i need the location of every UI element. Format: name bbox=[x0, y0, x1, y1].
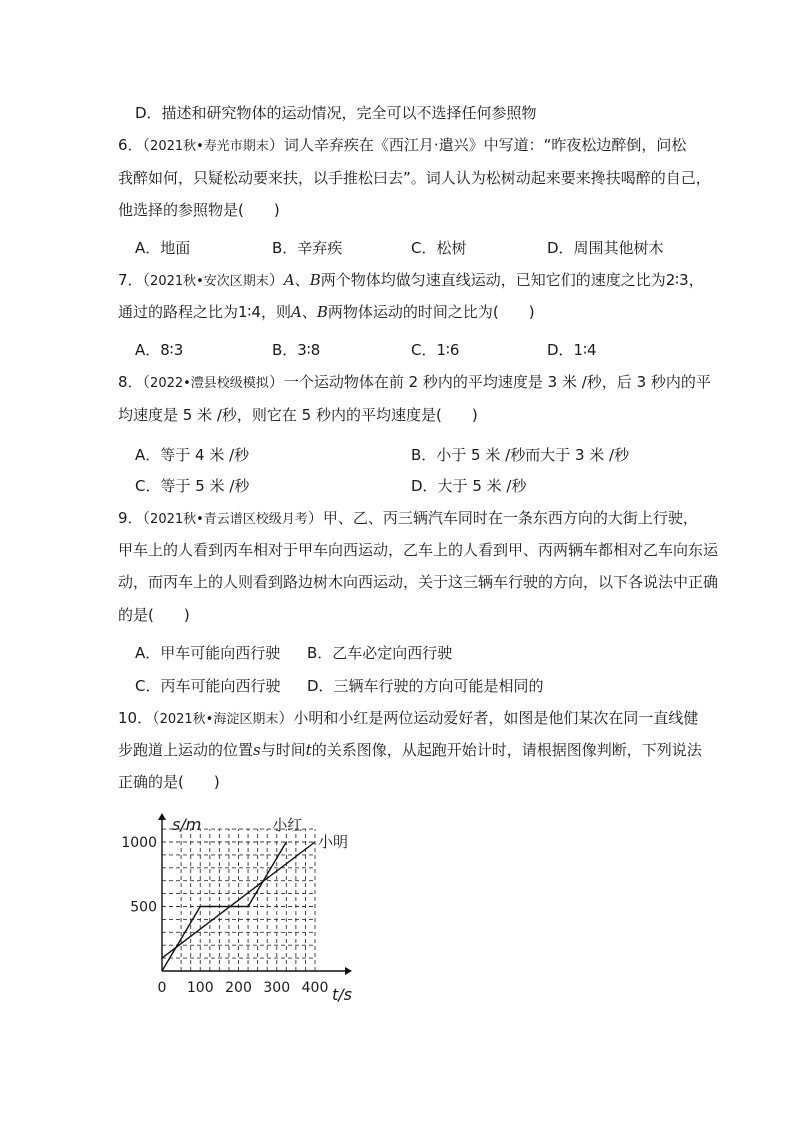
x-tick-label: 100 bbox=[186, 980, 214, 996]
q10-line2-start: 步跑道上运动的位置 bbox=[118, 741, 254, 759]
q9-number: 9．（ bbox=[118, 509, 151, 527]
q6-text: ）词人辛弃疾在《西江月·遣兴》中写道：“昨夜松边醉倒，问松 bbox=[268, 136, 687, 154]
q6-line1 bbox=[118, 135, 686, 157]
q7-line2-start: 通过的路程之比为1∶4，则 bbox=[118, 303, 291, 321]
q10-line3: 正确的是( ) bbox=[118, 773, 220, 791]
q6-option-d: D．周围其他树木 bbox=[547, 239, 664, 257]
q8-option-c: C．等于 5 米 /秒 bbox=[135, 477, 250, 495]
q10-var-s: s bbox=[253, 741, 261, 759]
q10-source: 2021秋•海淀区期末 bbox=[159, 712, 279, 727]
q7-var-a: A bbox=[283, 271, 295, 289]
q9-line2: 甲车上的人看到丙车相对于甲车向西运动，乙车上的人看到甲、丙两辆车都相对乙车向东运 bbox=[118, 541, 719, 559]
q7-source-close: ） bbox=[268, 271, 284, 289]
q9-line4: 的是( ) bbox=[118, 606, 190, 624]
q6-source: 2021秋•寿光市期末 bbox=[150, 139, 269, 154]
x-axis-arrow bbox=[345, 967, 352, 975]
q7-sep: 、 bbox=[294, 271, 310, 289]
y-axis-label: s/m bbox=[172, 815, 202, 834]
q7-line1 bbox=[118, 270, 704, 292]
q9-option-c: C．丙车可能向西行驶 bbox=[135, 677, 281, 695]
x-axis-label: t/s bbox=[332, 985, 352, 1004]
series-label-1: 小红 bbox=[272, 816, 303, 834]
q8-option-a: A．等于 4 米 /秒 bbox=[135, 446, 250, 464]
q9-option-b: B．乙车必定向西行驶 bbox=[307, 644, 453, 662]
q7-text: 两个物体均做匀速直线运动，已知它们的速度之比为2∶3， bbox=[320, 271, 704, 289]
q8-text: ）一个运动物体在前 2 秒内的平均速度是 3 米 /秒，后 3 秒内的平 bbox=[268, 373, 711, 391]
q6-number: 6．（ bbox=[118, 136, 151, 154]
q7-option-d: D．1∶4 bbox=[547, 341, 597, 359]
y-tick-label: 1000 bbox=[121, 835, 157, 851]
q10-line2-end: 的关系图像，从起跑开始计时，请根据图像判断，下列说法 bbox=[311, 741, 702, 759]
y-axis-arrow bbox=[158, 813, 166, 820]
q5-option-d: D．描述和研究物体的运动情况，完全可以不选择任何参照物 bbox=[135, 104, 537, 122]
q7-var-b2: B bbox=[316, 303, 328, 321]
q9-line1 bbox=[118, 508, 698, 530]
position-time-chart bbox=[120, 808, 370, 1008]
series-label-2: 小明 bbox=[318, 833, 349, 851]
q8-line1 bbox=[118, 372, 711, 394]
q7-var-b: B bbox=[309, 271, 321, 289]
q8-option-d: D．大于 5 米 /秒 bbox=[411, 477, 527, 495]
x-tick-label: 0 bbox=[157, 980, 167, 996]
q7-sep2: 、 bbox=[301, 303, 317, 321]
x-tick-label: 300 bbox=[263, 980, 291, 996]
q8-option-b: B．小于 5 米 /秒而大于 3 米 /秒 bbox=[411, 446, 630, 464]
q9-line3: 动，而丙车上的人则看到路边树木向西运动，关于这三辆车行驶的方向，以下各说法中正确 bbox=[118, 573, 719, 591]
q7-option-b: B．3∶8 bbox=[272, 341, 321, 359]
q10-number: 10．（ bbox=[118, 709, 160, 727]
q10-line1 bbox=[118, 708, 698, 730]
q6-option-a: A．地面 bbox=[135, 239, 191, 257]
q9-text: ）甲、乙、丙三辆汽车同时在一条东西方向的大街上行驶， bbox=[307, 509, 698, 527]
q8-number: 8．（ bbox=[118, 373, 151, 391]
q9-option-d: D．三辆车行驶的方向可能是相同的 bbox=[307, 677, 544, 695]
q7-option-c: C．1∶6 bbox=[411, 341, 460, 359]
q7-line2 bbox=[118, 302, 535, 322]
q6-line3: 他选择的参照物是( ) bbox=[118, 201, 280, 219]
q10-line2-mid: 与时间 bbox=[260, 741, 306, 759]
q9-option-a: A．甲车可能向西行驶 bbox=[135, 644, 281, 662]
q7-source: 2021秋•安次区期末 bbox=[150, 274, 269, 289]
q7-line2-end: 两物体运动的时间之比为( ) bbox=[327, 303, 535, 321]
q6-option-c: C．松树 bbox=[411, 239, 467, 257]
q10-text: ）小明和小红是两位运动爱好者，如图是他们某次在同一直线健 bbox=[278, 709, 699, 727]
q7-number: 7．（ bbox=[118, 271, 151, 289]
q7-option-a: A．8∶3 bbox=[135, 341, 184, 359]
y-tick-label: 500 bbox=[130, 899, 157, 916]
q7-var-a2: A bbox=[291, 303, 302, 321]
q8-line2: 均速度是 5 米 /秒，则它在 5 秒内的平均速度是( ) bbox=[118, 406, 478, 424]
x-tick-label: 400 bbox=[301, 980, 329, 996]
q9-source: 2021秋•青云谱区校级月考 bbox=[150, 512, 308, 527]
q10-var-t: t bbox=[305, 741, 312, 759]
x-tick-label: 200 bbox=[225, 980, 252, 996]
q8-source: 2022•澧县校级模拟 bbox=[150, 376, 269, 391]
q6-option-b: B．辛弃疾 bbox=[272, 239, 343, 257]
q10-line2 bbox=[118, 740, 702, 760]
q6-line2: 我醉如何，只疑松动要来扶，以手推松曰去”。词人认为松树动起来要来搀扶喝醉的自己， bbox=[118, 169, 711, 187]
